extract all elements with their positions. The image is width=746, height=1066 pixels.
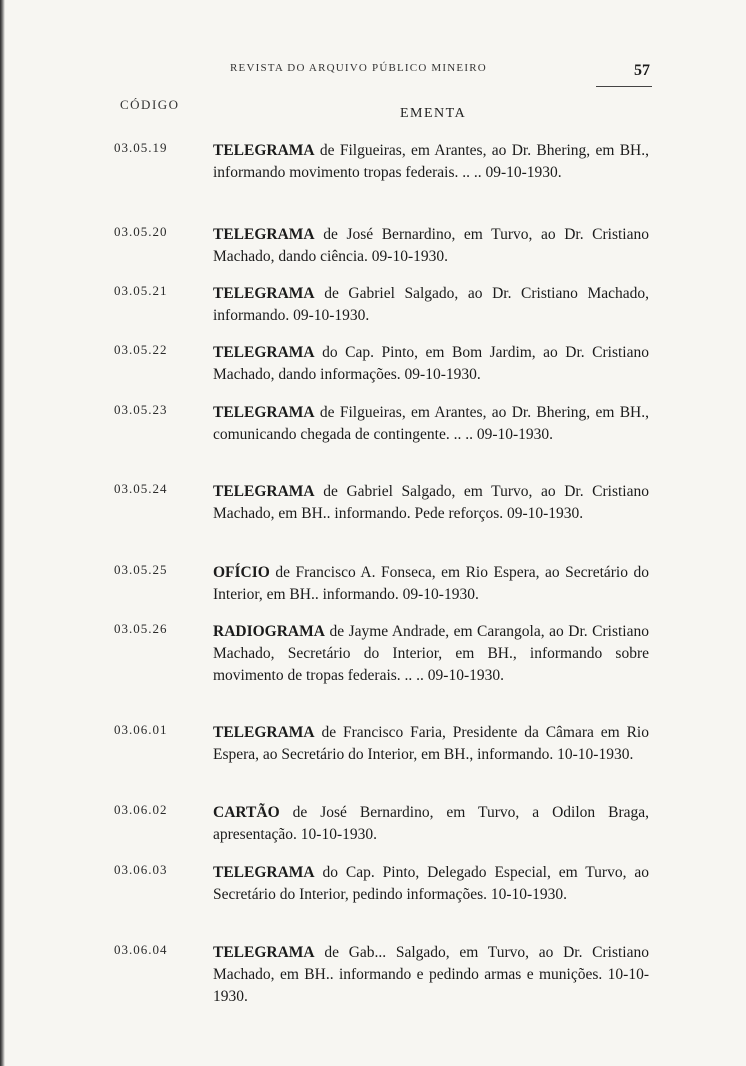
entry-code: 03.05.26 bbox=[114, 621, 168, 636]
entry-text: de Gabriel Salgado, ao Dr. Cristiano Machado, informando. 09-10-1930. bbox=[213, 285, 649, 324]
entry-description bbox=[213, 481, 649, 525]
entry-description bbox=[213, 621, 649, 687]
entry-text: do Cap. Pinto, em Bom Jardim, ao Dr. Cristiano Machado, dando informações. 09-10-1930. bbox=[213, 344, 649, 383]
binding-edge bbox=[0, 0, 5, 1066]
entry-text: de Francisco Faria, Presidente da Câmara em Rio Espera, ao Secretário do Interior, em BH., informando. 10-10-1930. bbox=[213, 724, 649, 763]
entry-text: de Jayme Andrade, em Carangola, ao Dr. Cristiano Machado, Secretário do Interior, em BH., informando sobre movimento de tropas federais. .. .. 09-10-1930. bbox=[213, 623, 649, 684]
entry-doc-type: TELEGRAMA bbox=[213, 724, 315, 741]
entry-doc-type: TELEGRAMA bbox=[213, 483, 315, 500]
column-header-code: CÓDIGO bbox=[120, 97, 180, 112]
entry-text: de Gabriel Salgado, em Turvo, ao Dr. Cristiano Machado, em BH.. informando. Pede reforços. 09-10-1930. bbox=[213, 483, 649, 522]
entry-code: 03.05.25 bbox=[114, 562, 168, 577]
entry-doc-type: TELEGRAMA bbox=[213, 404, 315, 421]
entry-code: 03.06.03 bbox=[114, 862, 168, 877]
entry-description bbox=[213, 283, 649, 327]
entry-description bbox=[213, 862, 649, 906]
entry-text: de José Bernardino, em Turvo, a Odilon Braga, apresentação. 10-10-1930. bbox=[213, 804, 649, 843]
entry-text: de Francisco A. Fonseca, em Rio Espera, ao Secretário do Interior, em BH.. informando. 09-10-1930. bbox=[213, 564, 649, 603]
entry-description bbox=[213, 342, 649, 386]
entry-code: 03.06.01 bbox=[114, 722, 168, 737]
entry-doc-type: TELEGRAMA bbox=[213, 285, 315, 302]
entry-description bbox=[213, 802, 649, 846]
entry-code: 03.05.23 bbox=[114, 402, 168, 417]
entry-description bbox=[213, 722, 649, 766]
entry-text: do Cap. Pinto, Delegado Especial, em Turvo, ao Secretário do Interior, pedindo informações. 10-10-1930. bbox=[213, 864, 649, 903]
entry-description bbox=[213, 224, 649, 268]
entry-doc-type: OFÍCIO bbox=[213, 564, 270, 581]
entry-description bbox=[213, 562, 649, 606]
entry-text: de Filgueiras, em Arantes, ao Dr. Bhering, em BH., informando movimento tropas federais. .. .. 09-10-1930. bbox=[213, 142, 649, 181]
entry-doc-type: TELEGRAMA bbox=[213, 944, 315, 961]
entry-description bbox=[213, 140, 649, 184]
entry-code: 03.06.02 bbox=[114, 802, 168, 817]
entry-doc-type: TELEGRAMA bbox=[213, 864, 315, 881]
entry-doc-type: CARTÃO bbox=[213, 804, 280, 821]
entry-code: 03.05.20 bbox=[114, 224, 168, 239]
entry-code: 03.05.24 bbox=[114, 481, 168, 496]
entry-description bbox=[213, 402, 649, 446]
entry-code: 03.05.21 bbox=[114, 283, 168, 298]
entry-code: 03.05.22 bbox=[114, 342, 168, 357]
entry-description bbox=[213, 942, 649, 1008]
page-number: 57 bbox=[634, 62, 650, 79]
running-title: REVISTA DO ARQUIVO PÚBLICO MINEIRO bbox=[230, 62, 487, 74]
entry-doc-type: TELEGRAMA bbox=[213, 226, 315, 243]
entry-text: de Gab... Salgado, em Turvo, ao Dr. Cristiano Machado, em BH.. informando e pedindo armas e munições. 10-10-1930. bbox=[213, 944, 649, 1005]
entry-doc-type: RADIOGRAMA bbox=[213, 623, 325, 640]
entry-code: 03.05.19 bbox=[114, 140, 168, 155]
entry-text: de José Bernardino, em Turvo, ao Dr. Cristiano Machado, dando ciência. 09-10-1930. bbox=[213, 226, 649, 265]
entry-doc-type: TELEGRAMA bbox=[213, 142, 315, 159]
column-header-ementa: EMENTA bbox=[400, 106, 467, 121]
entry-doc-type: TELEGRAMA bbox=[213, 344, 315, 361]
entry-code: 03.06.04 bbox=[114, 942, 168, 957]
header-rule bbox=[596, 86, 652, 87]
entry-text: de Filgueiras, em Arantes, ao Dr. Bhering, em BH., comunicando chegada de contingente. .. .. 09-10-1930. bbox=[213, 404, 649, 443]
